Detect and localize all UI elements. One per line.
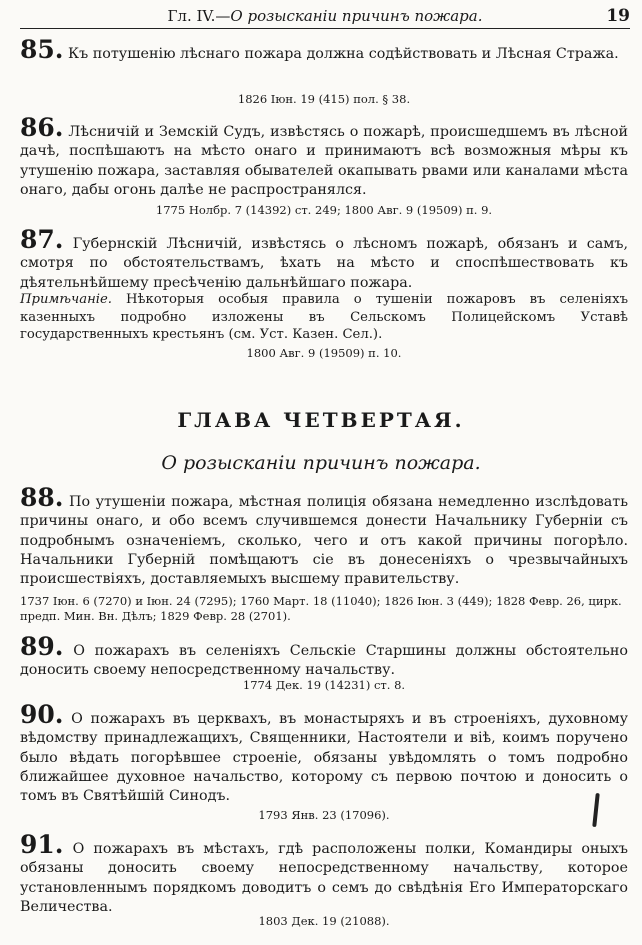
article-number: 90. (20, 700, 64, 729)
article-85 (20, 35, 628, 64)
article-text: О пожарахъ въ церквахъ, въ монастыряхъ и въ строеніяхъ, духовному вѣдомству принадлежащихъ, Священники, Настоятели и віѣ, коимъ поручено было вѣдать погорѣвшее строеніе, обязаны увѣдомлять о томъ подробно ближайшее духовное начальство, которому съ первою почтою и доносить о томъ въ Святѣйшій Синодъ. (20, 711, 628, 805)
chapter-title: ГЛАВА ЧЕТВЕРТАЯ. (177, 408, 465, 432)
article-text: Губернскій Лѣсничій, извѣстясь о лѣсномъ пожарѣ, обязанъ и самъ, смотря по обстоятельствамъ, ѣхать на мѣсто и споспѣшествовать къ дѣятельнѣйшему пресѣченію дальнѣйшаго пожара. (20, 236, 628, 291)
article-number: 91. (20, 830, 64, 859)
article-90 (20, 700, 628, 806)
article-text: По утушеніи пожара, мѣстная полиція обязана немедленно изслѣдовать причины онаго, и обо всемъ случившемся донести Начальнику Губерніи съ подробнымъ означеніемъ, сколько, чего и отъ какой причины погорѣло. Начальники Губерній помѣщаютъ сіе въ донесеніяхъ о чрезвычайныхъ происшествіяхъ, доставляемыхъ высшему правительству. (20, 494, 628, 588)
article-number: 87. (20, 225, 64, 254)
article-91-reference: 1803 Дек. 19 (21088). (258, 914, 390, 928)
article-number: 86. (20, 113, 64, 142)
note-label: Примѣчаніе. (20, 292, 112, 307)
article-87-note (20, 291, 628, 344)
article-85-reference: 1826 Іюн. 19 (415) пол. § 38. (237, 92, 411, 106)
article-text: Лѣсничій и Земскій Судъ, извѣстясь о пожарѣ, происшедшемъ въ лѣсной дачѣ, поспѣшаютъ на мѣсто онаго и принимаютъ всѣ возможныя мѣры къ утушенію пожара, заставляя обывателей окапывать рвами или каналами мѣста онаго, дабы огонь далѣе не распространялся. (20, 124, 628, 198)
article-89-reference: 1774 Дек. 19 (14231) ст. 8. (242, 678, 406, 692)
running-header (20, 6, 630, 29)
article-87 (20, 225, 628, 293)
article-text: О пожарахъ въ селеніяхъ Сельскіе Старшины должны обстоятельно доносить своему непосредственному начальству. (20, 643, 629, 679)
chapter-ref: Гл. IV.— (167, 7, 231, 25)
page-number: 19 (606, 6, 630, 26)
running-title-text: О розысканіи причинъ пожара. (230, 7, 483, 25)
article-88-reference-line-1: 1737 Іюн. 6 (7270) и Іюн. 24 (7295); 1760 Март. 18 (11040); 1826 Іюн. 3 (449); 1828 Февр. 26, цирк. (20, 594, 622, 608)
running-title (20, 7, 630, 25)
article-number: 85. (20, 35, 64, 64)
article-text: О пожарахъ въ мѣстахъ, гдѣ расположены полки, Командиры оныхъ обязаны доносить своему непосредственному начальству, которое установленнымъ порядкомъ доводитъ о семъ до свѣдѣнія Его Императорскаго Величества. (20, 841, 628, 915)
article-86-reference: 1775 Нолбр. 7 (14392) ст. 249; 1800 Авг. 9 (19509) п. 9. (155, 203, 493, 217)
article-91 (20, 830, 628, 917)
article-90-reference: 1793 Янв. 23 (17096). (258, 808, 390, 822)
article-number: 89. (20, 632, 64, 661)
article-86 (20, 113, 628, 200)
article-87-reference: 1800 Авг. 9 (19509) п. 10. (246, 346, 402, 360)
note-text: Нѣкоторыя особыя правила о тушеніи пожаровъ въ селеніяхъ казенныхъ подробно изложены въ Сельскомъ Полицейскомъ Уставѣ государственныхъ крестьянъ (см. Уст. Казен. Сел.). (20, 292, 628, 342)
chapter-subtitle: О розысканіи причинъ пожара. (161, 452, 481, 474)
article-88 (20, 483, 628, 589)
article-number: 88. (20, 483, 64, 512)
article-89 (20, 632, 629, 681)
article-text: Къ потушенію лѣснаго пожара должна содѣйствовать и Лѣсная Стража. (68, 46, 619, 62)
article-88-reference-line-2: предп. Мин. Вн. Дѣлъ; 1829 Февр. 28 (2701). (20, 609, 291, 623)
